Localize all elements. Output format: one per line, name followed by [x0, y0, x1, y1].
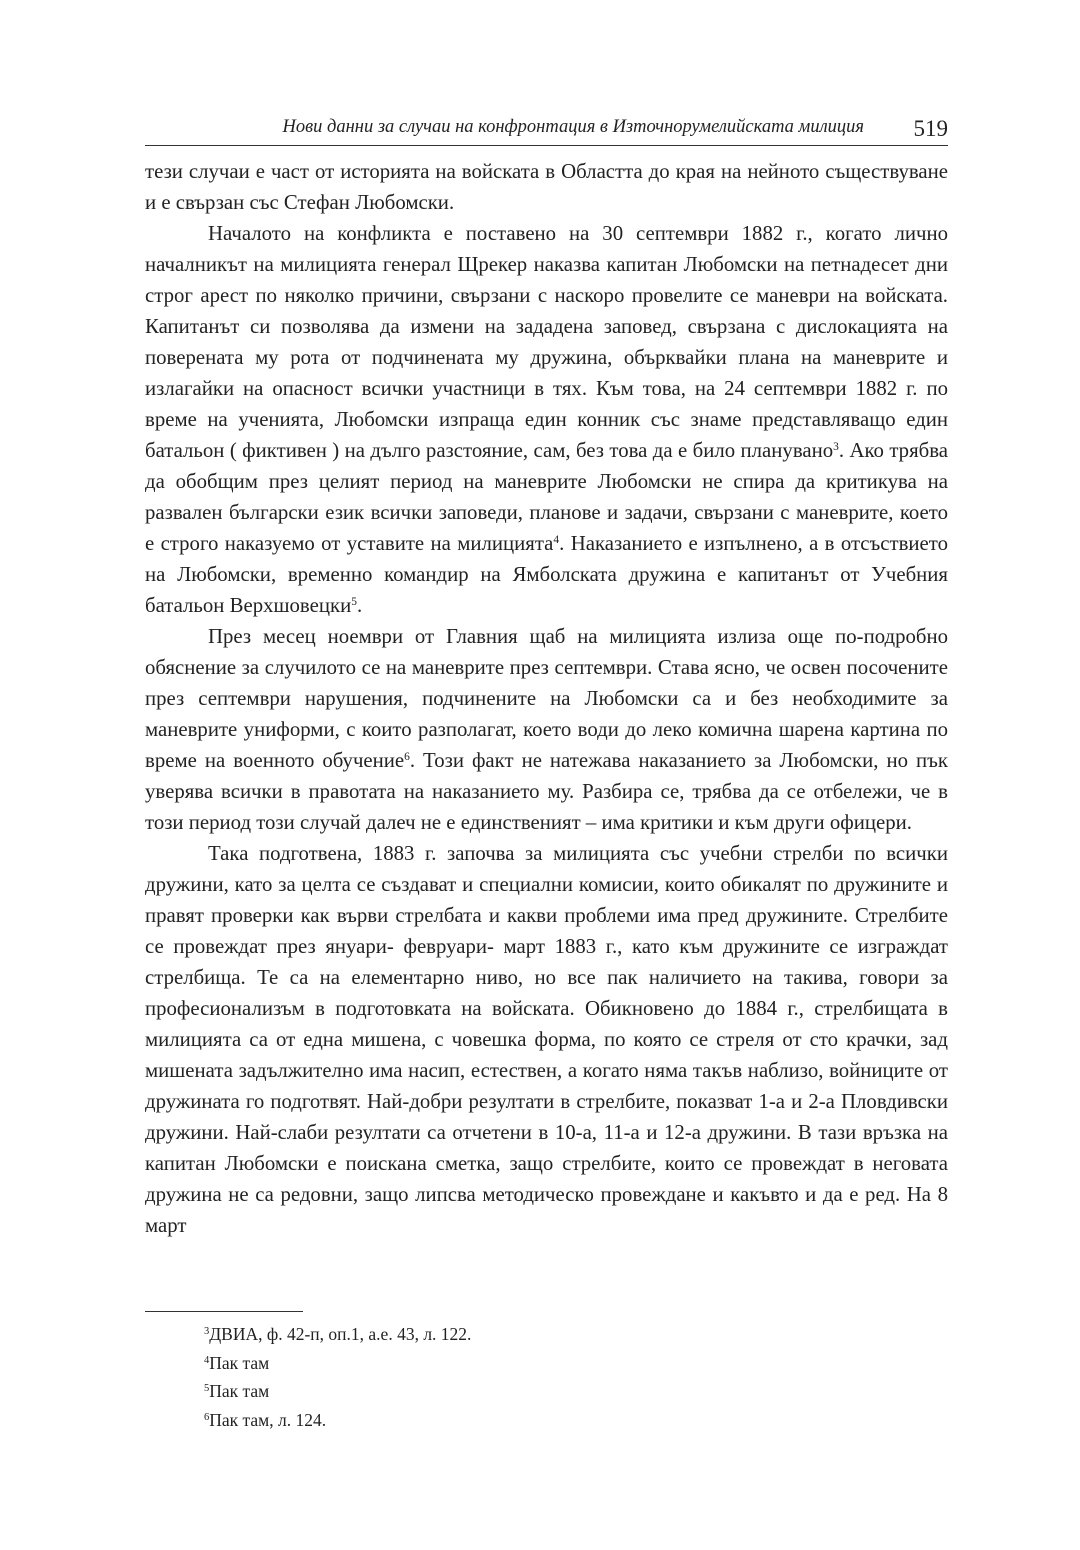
text-run: . Ако трябва да обобщим през целият период на маневрите Любомски не спира да критикува на развален български език всички заповеди, планове и задачи, свързани с маневрите, което е строго наказуемо от уставите на милицията: [145, 439, 948, 555]
footnote-ref: 6: [404, 751, 410, 764]
footnote-text: ДВИА, ф. 42-п, оп.1, а.е. 43, л. 122.: [209, 1324, 472, 1344]
text-run: Така подготвена, 1883 г. започва за милицията със учебни стрелби по всички дружини, като за целта се създават и специални комисии, които обикалят по дружините и правят проверки как върви стрелбата и какви проблеми има пред дружините. Стрелбите се провеждат през януари- февруари- март 1883 г., като към дружините се изграждат стрелбища. Те са на елементарно ниво, но все пак наличието на такива, говори за професионализъм в подготовката на войската. Обикновено до 1884 г., стрелбищата в милицията са от една мишена, с човешка форма, по която се стреля от сто крачки, зад мишената задължително има насип, естествен, а когато няма такъв наблизо, войниците от дружината го подготвят. Най-добри резултати в стрелбите, показват 1-а и 2-а Пловдивски дружини. Най-слаби резултати са отчетени в 10-а, 11-а и 12-а дружини. В тази връзка на капитан Любомски е поискана сметка, защо стрелбите, които се провеждат в неговата дружина не са редовни, защо липсва методическо провеждане и какъвто и да е ред. На 8 март: [145, 842, 948, 1237]
paragraph: [145, 218, 948, 621]
footnotes: [204, 1320, 471, 1434]
footnote-number: 5: [204, 1383, 210, 1395]
footnote-ref: 3: [833, 441, 839, 454]
footnote: [204, 1349, 471, 1378]
footnote-text: Пак там: [209, 1352, 270, 1373]
footnote: [204, 1377, 471, 1406]
page-number: 519: [913, 116, 948, 141]
footnote-number: 6: [204, 1411, 210, 1423]
body-text: [145, 156, 948, 1241]
running-title: Нови данни за случаи на конфронтация в Източнорумелийската милиция: [282, 117, 864, 137]
text-run: . Наказанието е изпълнено, а в отсъствието на Любомски, временно командир на Ямболската дружина е капитанът от Учебния батальон Верхшовецки: [145, 532, 948, 617]
footnote-number: 4: [204, 1354, 210, 1366]
page-header: [145, 112, 948, 146]
footnote-ref: 4: [553, 534, 560, 547]
text-run: . Този факт не натежава наказанието за Любомски, но пък уверява всички в правотата на наказанието му. Разбира се, трябва да се отбележи, че в този период този случай далеч не е единственият – има критики и към други офицери.: [145, 749, 948, 834]
footnote-ref: 5: [351, 596, 357, 609]
paragraph: [145, 156, 948, 218]
footnote-text: Пак там, л. 124.: [209, 1409, 327, 1430]
footnote: [204, 1406, 471, 1435]
footnote-number: 3: [204, 1326, 210, 1338]
text-run: Началото на конфликта е поставено на 30 септември 1882 г., когато лично началникът на милицията генерал Щрекер наказва капитан Любомски на петнадесет дни строг арест по няколко причини, свързани с наскоро провелите се маневри на войската. Капитанът си позволява да измени на зададена заповед, свързана с дислокацията на поверената му рота от подчинената му дружина, обърквайки плана на маневрите и излагайки на опасност всички участници в тях. Към това, на 24 септември 1882 г. по време на ученията, Любомски изпраща един конник със знаме представляващо един батальон ( фиктивен ) на дълго разстояние, сам, без това да е било планувано: [145, 222, 948, 462]
text-run: .: [356, 594, 363, 617]
text-run: През месец ноември от Главния щаб на милицията излиза още по-подробно обяснение за случилото се на маневрите през септември. Става ясно, че освен посочените през септември нарушения, подчинените на Любомски са и без необходимите за маневрите униформи, с които разполагат, което води до леко комична шарена картина по време на военното обучение: [145, 625, 948, 772]
paragraph: [145, 621, 948, 838]
footnote-text: Пак там: [209, 1381, 270, 1401]
footnote-separator: [145, 1311, 303, 1312]
footnote: [204, 1320, 471, 1349]
text-run: тези случаи е част от историята на войската в Областта до края на нейното съществуване и е свързан със Стефан Любомски.: [145, 160, 948, 214]
paragraph: [145, 838, 948, 1241]
